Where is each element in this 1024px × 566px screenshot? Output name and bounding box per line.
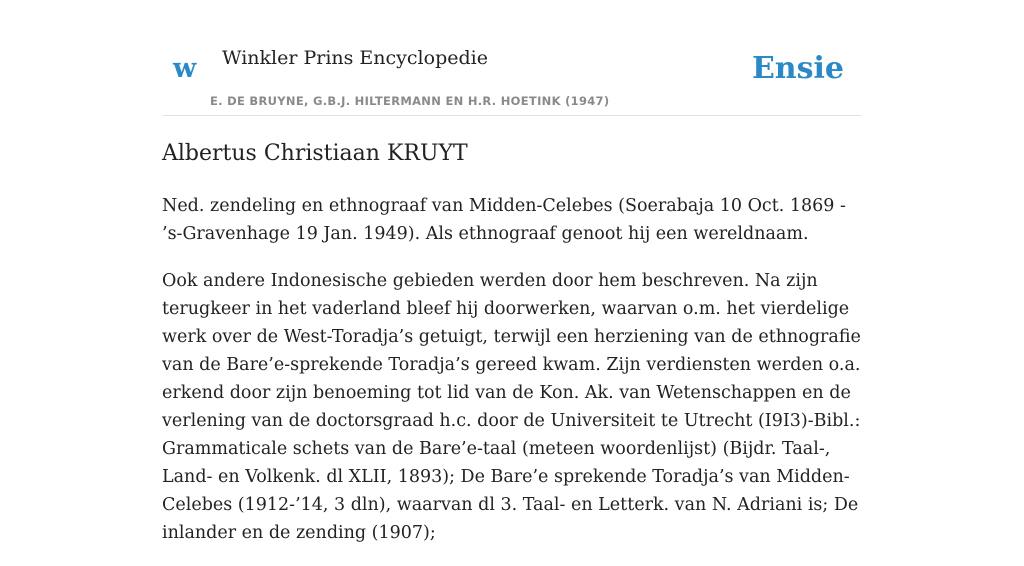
winkler-prins-logo[interactable]: w	[173, 53, 197, 84]
article-paragraph: Ned. zendeling en ethnograaf van Midden-Celebes (Soerabaja 10 Oct. 1869 - ’s-Gravenhage 19 Jan. 1949). Als ethnograaf genoot hij een wereldnaam.	[162, 196, 846, 244]
article-body	[162, 192, 862, 566]
source-title[interactable]: Winkler Prins Encyclopedie	[222, 47, 488, 69]
article-title: Albertus Christiaan KRUYT	[162, 141, 468, 166]
page	[162, 0, 862, 543]
article-paragraph: Ook andere Indonesische gebieden werden door hem beschreven. Na zijn terugkeer in het vaderland bleef hij doorwerken, waarvan o.m. het vierdelige werk over de West-Toradja’s getuigt, terwijl een herziening van de ethnografie van de Bare’e-sprekende Toradja’s gereed kwam. Zijn verdiensten werden o.a. erkend door zijn benoeming tot lid van de Kon. Ak. van Wetenschappen en de verlening van de doctorsgraad h.c. door de Universiteit te Utrecht (I9I3)-Bibl.: Grammaticale schets van de Bare’e-taal (meteen woordenlijst) (Bijdr. Taal-, Land- en Volkenk. dl XLII, 1893); De Bare’e sprekende Toradja’s van Midden-Celebes (1912-’14, 3 dln), waarvan dl 3. Taal- en Letterk. van N. Adriani is; De inlander en de zending (1907);	[162, 271, 861, 543]
ensie-logo[interactable]: Ensie	[751, 51, 844, 86]
header	[162, 0, 862, 116]
source-authors: E. DE BRUYNE, G.B.J. HILTERMANN EN H.R. HOETINK (1947)	[210, 94, 610, 108]
